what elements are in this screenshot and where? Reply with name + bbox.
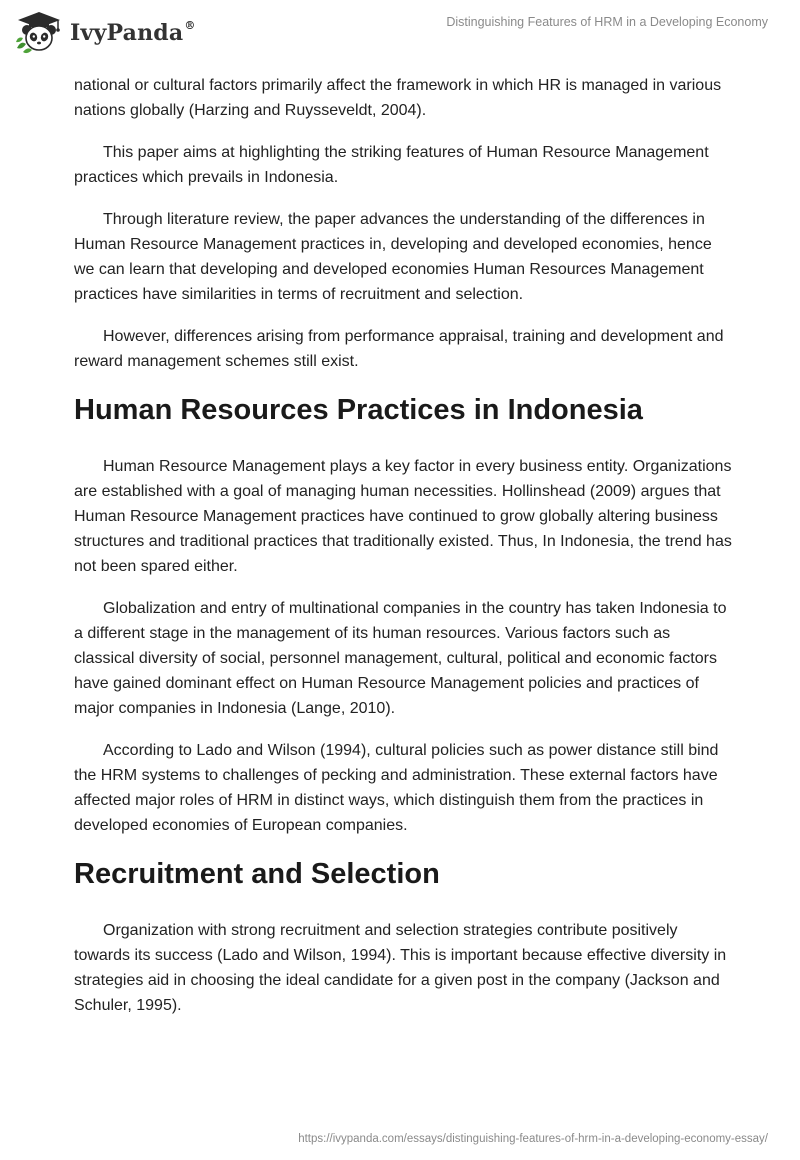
panda-graduation-cap-icon	[14, 10, 64, 54]
paragraph: national or cultural factors primarily affect the framework in which HR is managed in various nations globally (Harzing and Ruysseveldt, 2004).	[74, 77, 722, 119]
ivypanda-logo[interactable]	[14, 10, 196, 54]
paragraph: Organization with strong recruitment and selection strategies contribute positively towards its success (Lado and Wilson, 1994). This is important because effective diversity in strategies aid in choosing the ideal candidate for a given post in the company (Jackson and Schuler, 1995).	[74, 922, 727, 1014]
section-heading: Human Resources Practices in Indonesia	[74, 394, 643, 426]
paragraph: Human Resource Management plays a key factor in every business entity. Organizations are established with a goal of managing human necessities. Hollinshead (2009) argues that Human Resource Management practices have continued to grow globally altering business structures and traditional practices that traditionally existed. Thus, In Indonesia, the trend has not been spared either.	[74, 458, 732, 575]
paragraph: According to Lado and Wilson (1994), cultural policies such as power distance still bind the HRM systems to challenges of pecking and administration. These external factors have affected major roles of HRM in distinct ways, which distinguish them from the practices in developed economies of European companies.	[74, 742, 719, 834]
section-heading: Recruitment and Selection	[74, 858, 440, 890]
page-header	[0, 0, 800, 68]
source-url[interactable]: https://ivypanda.com/essays/distinguishing-features-of-hrm-in-a-developing-economy-essay/	[298, 1133, 768, 1145]
paragraph: Globalization and entry of multinational companies in the country has taken Indonesia to a different stage in the management of its human resources. Various factors such as classical diversity of social, personnel management, cultural, political and economic factors have gained dominant effect on Human Resource Management policies and practices of major companies in Indonesia (Lange, 2010).	[74, 600, 727, 717]
paragraph: However, differences arising from performance appraisal, training and development and reward management schemes still exist.	[74, 328, 724, 370]
essay-content	[74, 73, 734, 1035]
document-title: Distinguishing Features of HRM in a Developing Economy	[446, 15, 768, 29]
logo-wordmark: IvyPanda®	[70, 18, 196, 46]
paragraph: Through literature review, the paper advances the understanding of the differences in Human Resource Management practices in, developing and developed economies, hence we can learn that developing and developed economies Human Resources Management practices have similarities in terms of recruitment and selection.	[74, 211, 712, 303]
paragraph: This paper aims at highlighting the striking features of Human Resource Management practices which prevails in Indonesia.	[74, 144, 709, 186]
